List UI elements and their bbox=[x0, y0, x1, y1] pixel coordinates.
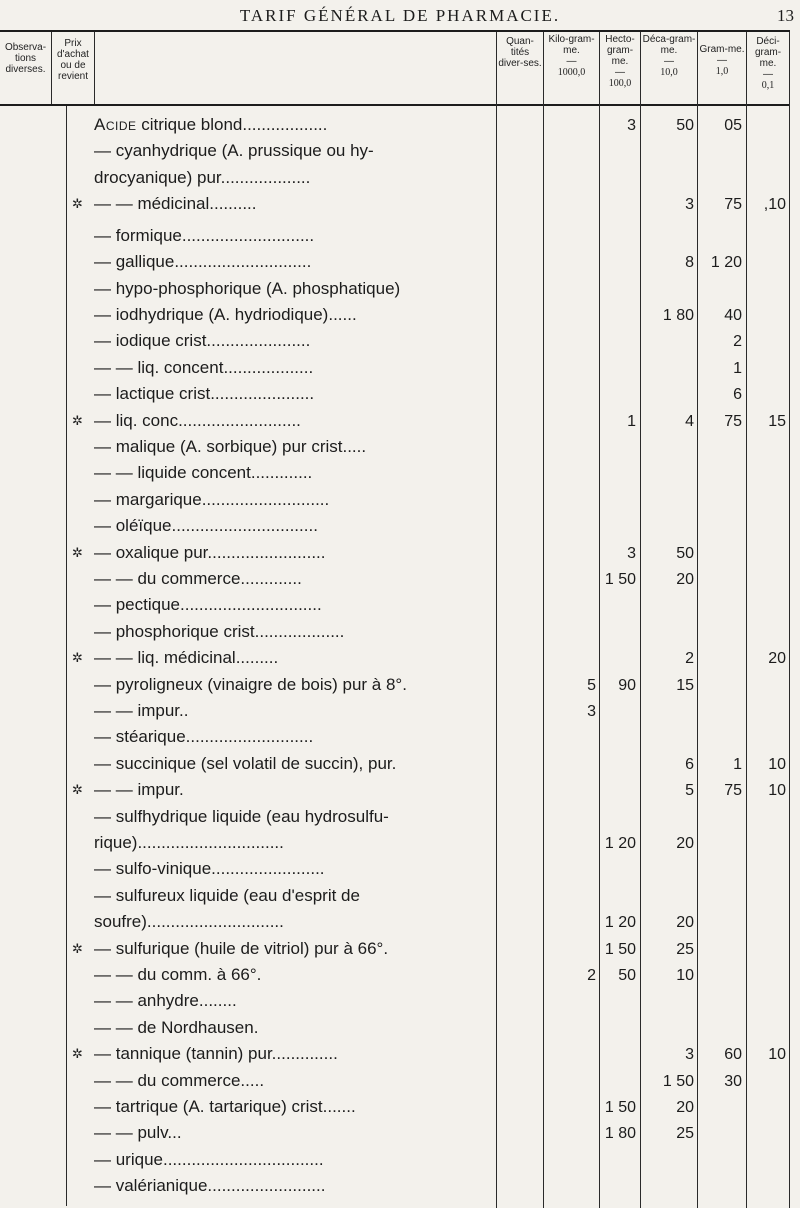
entry-name: — urique.................................. bbox=[94, 1149, 324, 1169]
price-dag: 6 bbox=[685, 755, 694, 773]
price-dag: 3 bbox=[685, 1046, 694, 1064]
price-hg: 1 bbox=[627, 412, 636, 430]
entry-name: — — liq. concent................... bbox=[94, 357, 314, 377]
price-dag: 20 bbox=[676, 914, 694, 932]
entry-name: — — de Nordhausen. bbox=[94, 1017, 259, 1037]
col-line-names bbox=[496, 32, 497, 1208]
header-prix-text: Prix d'achat ou de revient bbox=[57, 38, 89, 82]
price-hg: 1 50 bbox=[604, 940, 636, 958]
entry-name: — tartrique (A. tartarique) crist....... bbox=[94, 1097, 356, 1117]
asterisk-mark: ✲ bbox=[72, 412, 83, 428]
price-dag: 15 bbox=[676, 676, 694, 694]
entry-name: soufre)............................. bbox=[94, 912, 284, 932]
header-observations bbox=[0, 42, 51, 75]
entry-name: — pyroligneux (vinaigre de bois) pur à 8°. bbox=[94, 674, 407, 694]
header-gramme: Gram-me. — 1,0 bbox=[699, 44, 745, 77]
col-line-qty bbox=[543, 32, 544, 1208]
price-dag: 25 bbox=[676, 940, 694, 958]
asterisk-mark: ✲ bbox=[72, 544, 83, 560]
entry-name: — oxalique pur......................... bbox=[94, 542, 326, 562]
price-g: 30 bbox=[724, 1072, 742, 1090]
entry-name: — iodhydrique (A. hydriodique)...... bbox=[94, 305, 357, 325]
price-dag: 20 bbox=[676, 835, 694, 853]
header-gramme-unit: 1,0 bbox=[715, 66, 729, 77]
header-decagramme-unit: 10,0 bbox=[660, 67, 678, 78]
entry-name: — sulfo-vinique........................ bbox=[94, 859, 325, 879]
entry-name: — phosphorique crist................... bbox=[94, 621, 345, 641]
top-rule bbox=[0, 30, 790, 32]
price-hg: 90 bbox=[618, 676, 636, 694]
entry-name bbox=[94, 114, 327, 136]
header-kilogramme: Kilo-gram-me. — 1000,0 bbox=[544, 34, 599, 78]
header-observations-text: Observa-tions diverses. bbox=[4, 42, 47, 75]
entry-name: rique)............................... bbox=[94, 833, 284, 853]
header-hectogramme-unit: 100,0 bbox=[608, 78, 632, 89]
entry-name: — — du commerce............. bbox=[94, 569, 302, 589]
price-dag: 20 bbox=[676, 571, 694, 589]
entry-name: — hypo-phosphorique (A. phosphatique) bbox=[94, 278, 401, 298]
price-dag: 4 bbox=[685, 412, 694, 430]
entry-name: — — du commerce..... bbox=[94, 1070, 265, 1090]
price-g: 2 bbox=[733, 333, 742, 351]
header-decagramme: Déca-gram-me. — 10,0 bbox=[642, 34, 696, 78]
price-hg: 1 50 bbox=[604, 571, 636, 589]
entry-name: — succinique (sel volatil de succin), pur. bbox=[94, 753, 397, 773]
entry-name: — — liquide concent............. bbox=[94, 463, 313, 483]
asterisk-mark: ✲ bbox=[72, 782, 83, 798]
price-dag: 3 bbox=[685, 196, 694, 214]
header-quantites-text: Quan-tités diver-ses. bbox=[498, 36, 542, 69]
price-dg: 15 bbox=[768, 412, 786, 430]
price-hg: 1 80 bbox=[604, 1125, 636, 1143]
header-decagramme-label: Déca-gram-me. bbox=[642, 34, 696, 56]
entry-name: — sulfureux liquide (eau d'esprit de bbox=[94, 885, 360, 905]
price-hg: 50 bbox=[618, 967, 636, 985]
entry-name: — formique............................ bbox=[94, 225, 315, 245]
entry-name: — — impur.. bbox=[94, 701, 189, 721]
entry-name: — malique (A. sorbique) pur crist..... bbox=[94, 437, 367, 457]
running-head bbox=[0, 4, 800, 32]
price-hg: 1 50 bbox=[604, 1099, 636, 1117]
price-kg: 2 bbox=[587, 967, 596, 985]
price-g: 75 bbox=[724, 782, 742, 800]
entry-name: — cyanhydrique (A. prussique ou hy- bbox=[94, 141, 374, 161]
price-g: 1 bbox=[733, 755, 742, 773]
col-line-dg bbox=[789, 32, 790, 1208]
header-gramme-label: Gram-me. bbox=[699, 44, 745, 55]
entry-name: — sulfurique (huile de vitriol) pur à 66°. bbox=[94, 938, 389, 958]
entry-name: — stéarique........................... bbox=[94, 727, 314, 747]
price-hg: 3 bbox=[627, 117, 636, 134]
entry-name: — liq. conc.......................... bbox=[94, 410, 301, 430]
price-dg: 20 bbox=[768, 650, 786, 668]
entry-title-rest: citrique blond.................. bbox=[136, 115, 328, 134]
header-prix bbox=[52, 38, 94, 82]
price-dag: 25 bbox=[676, 1125, 694, 1143]
price-kg: 5 bbox=[587, 676, 596, 694]
price-g: 6 bbox=[733, 386, 742, 404]
entry-name: — — pulv... bbox=[94, 1123, 182, 1143]
price-hg: 3 bbox=[627, 544, 636, 562]
header-quantites bbox=[497, 36, 543, 69]
price-dag: 1 50 bbox=[662, 1072, 694, 1090]
price-g: 75 bbox=[724, 412, 742, 430]
col-line-prix bbox=[94, 32, 95, 104]
price-dag: 50 bbox=[676, 117, 694, 134]
header-kilogramme-unit: 1000,0 bbox=[557, 67, 586, 78]
price-hg: 1 20 bbox=[604, 835, 636, 853]
price-dag: 5 bbox=[685, 782, 694, 800]
col-line-obs-body bbox=[66, 106, 67, 1206]
entry-name: — — anhydre........ bbox=[94, 991, 237, 1011]
price-dg: 10 bbox=[768, 782, 786, 800]
price-g: 75 bbox=[724, 196, 742, 214]
entry-name: — tannique (tannin) pur.............. bbox=[94, 1044, 338, 1064]
price-dag: 2 bbox=[685, 650, 694, 668]
entry-name: drocyanique) pur................... bbox=[94, 167, 311, 187]
price-dag: 50 bbox=[676, 544, 694, 562]
price-dag: 10 bbox=[676, 967, 694, 985]
entry-name: — pectique.............................. bbox=[94, 595, 322, 615]
entry-name: — iodique crist...................... bbox=[94, 331, 311, 351]
price-g: 1 20 bbox=[710, 254, 742, 272]
asterisk-mark: ✲ bbox=[72, 1046, 83, 1062]
col-line-kg bbox=[599, 32, 600, 1208]
price-dg: ,10 bbox=[763, 196, 786, 214]
entry-name: — — du comm. à 66°. bbox=[94, 965, 262, 985]
price-g: 1 bbox=[733, 359, 742, 377]
price-dag: 8 bbox=[685, 254, 694, 272]
price-dg: 10 bbox=[768, 1046, 786, 1064]
price-g: 40 bbox=[724, 307, 742, 325]
header-rule bbox=[0, 104, 790, 106]
header-decigramme-unit: 0,1 bbox=[761, 80, 775, 91]
price-dag: 20 bbox=[676, 1099, 694, 1117]
price-hg: 1 20 bbox=[604, 914, 636, 932]
asterisk-mark: ✲ bbox=[72, 196, 83, 212]
entry-name: — gallique............................. bbox=[94, 252, 312, 272]
asterisk-mark: ✲ bbox=[72, 650, 83, 666]
running-title: TARIF GÉNÉRAL DE PHARMACIE. bbox=[239, 6, 561, 25]
entry-name: — sulfhydrique liquide (eau hydrosulfu- bbox=[94, 806, 389, 826]
header-kilogramme-label: Kilo-gram-me. bbox=[548, 34, 595, 56]
price-dag: 1 80 bbox=[662, 307, 694, 325]
price-g: 60 bbox=[724, 1046, 742, 1064]
entry-name: — — impur. bbox=[94, 780, 184, 800]
header-decigramme: Déci-gram-me. — 0,1 bbox=[747, 36, 789, 91]
entry-name: — — liq. médicinal......... bbox=[94, 648, 279, 668]
entry-name: — margarique........................... bbox=[94, 489, 330, 509]
page-number: 13 bbox=[777, 6, 794, 25]
entry-title-word: Acide bbox=[94, 115, 137, 134]
price-kg: 3 bbox=[587, 703, 596, 721]
entry-name: — valérianique......................... bbox=[94, 1176, 326, 1196]
header-hectogramme: Hecto-gram-me. — 100,0 bbox=[600, 34, 640, 89]
header-decigramme-label: Déci-gram-me. bbox=[754, 36, 782, 69]
entry-name: — oléïque............................... bbox=[94, 516, 318, 536]
price-g: 05 bbox=[724, 117, 742, 134]
entry-name: — — médicinal.......... bbox=[94, 194, 257, 214]
header-hectogramme-label: Hecto-gram-me. bbox=[605, 34, 635, 67]
price-dg: 10 bbox=[768, 755, 786, 773]
asterisk-mark: ✲ bbox=[72, 940, 83, 956]
entry-name: — lactique crist...................... bbox=[94, 384, 315, 404]
